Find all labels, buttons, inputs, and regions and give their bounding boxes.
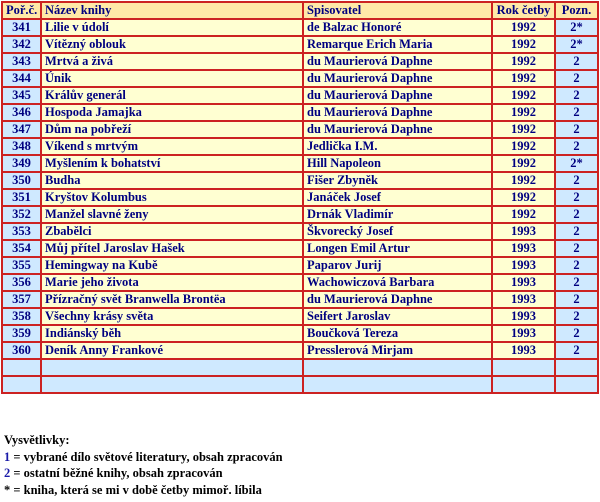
empty-cell (41, 376, 303, 393)
cell-note: 2 (555, 104, 598, 121)
cell-year: 1993 (492, 240, 555, 257)
cell-author: Hill Napoleon (303, 155, 492, 172)
cell-author: Seifert Jaroslav (303, 308, 492, 325)
cell-note: 2 (555, 240, 598, 257)
cell-note: 2 (555, 121, 598, 138)
cell-note: 2 (555, 138, 598, 155)
cell-year: 1992 (492, 206, 555, 223)
cell-year: 1992 (492, 138, 555, 155)
cell-title: Můj přítel Jaroslav Hašek (41, 240, 303, 257)
empty-cell (492, 359, 555, 376)
cell-title: Indiánský běh (41, 325, 303, 342)
cell-year: 1992 (492, 53, 555, 70)
cell-title: Mrtvá a živá (41, 53, 303, 70)
cell-author: Longen Emil Artur (303, 240, 492, 257)
cell-year: 1992 (492, 104, 555, 121)
table-row (2, 342, 598, 359)
cell-num: 350 (2, 172, 41, 189)
legend-key: 2 (4, 466, 11, 480)
cell-year: 1992 (492, 87, 555, 104)
legend-item (4, 449, 283, 466)
cell-year: 1992 (492, 155, 555, 172)
empty-cell (2, 359, 41, 376)
cell-author: Remarque Erich Maria (303, 36, 492, 53)
legend-key: 1 (4, 449, 11, 464)
cell-note: 2 (555, 70, 598, 87)
cell-author: Škvorecký Josef (303, 223, 492, 240)
table-header-row (2, 2, 598, 19)
table-row (2, 19, 598, 36)
cell-year: 1993 (492, 223, 555, 240)
cell-num: 352 (2, 206, 41, 223)
cell-title: Deník Anny Frankové (41, 342, 303, 359)
cell-author: du Maurierová Daphne (303, 104, 492, 121)
empty-row (2, 359, 598, 376)
cell-note: 2 (555, 291, 598, 308)
table-row (2, 53, 598, 70)
cell-author: du Maurierová Daphne (303, 291, 492, 308)
table-row (2, 257, 598, 274)
table-row (2, 206, 598, 223)
legend-text: = ostatní běžné knihy, obsah zpracován (10, 466, 223, 480)
cell-note: 2 (555, 325, 598, 342)
cell-note: 2 (555, 53, 598, 70)
table-row (2, 36, 598, 53)
cell-author: du Maurierová Daphne (303, 121, 492, 138)
cell-num: 345 (2, 87, 41, 104)
cell-title: Budha (41, 172, 303, 189)
cell-title: Kryštov Kolumbus (41, 189, 303, 206)
cell-num: 359 (2, 325, 41, 342)
cell-year: 1992 (492, 172, 555, 189)
legend (4, 432, 283, 498)
table-row (2, 274, 598, 291)
legend-heading: Vysvětlivky: (4, 433, 70, 447)
cell-author: Jedlička I.M. (303, 138, 492, 155)
cell-note: 2 (555, 342, 598, 359)
cell-num: 344 (2, 70, 41, 87)
table-body (2, 19, 598, 393)
cell-year: 1993 (492, 342, 555, 359)
table-row (2, 325, 598, 342)
empty-cell (41, 359, 303, 376)
legend-item (4, 465, 283, 482)
cell-title: Přízračný svět Branwella Brontëa (41, 291, 303, 308)
cell-year: 1992 (492, 19, 555, 36)
book-table (1, 1, 599, 394)
cell-title: Zbabělci (41, 223, 303, 240)
cell-title: Manžel slavné ženy (41, 206, 303, 223)
table-row (2, 223, 598, 240)
cell-note: 2 (555, 308, 598, 325)
empty-cell (492, 376, 555, 393)
cell-year: 1993 (492, 325, 555, 342)
cell-num: 355 (2, 257, 41, 274)
cell-author: Drnák Vladimír (303, 206, 492, 223)
cell-title: Lilie v údolí (41, 19, 303, 36)
cell-note: 2 (555, 257, 598, 274)
cell-num: 357 (2, 291, 41, 308)
table-row (2, 121, 598, 138)
legend-text: = vybrané dílo světové literatury, obsah zpracován (10, 449, 283, 464)
cell-num: 358 (2, 308, 41, 325)
cell-author: Boučková Tereza (303, 325, 492, 342)
cell-num: 342 (2, 36, 41, 53)
header-number: Poř.č. (2, 2, 41, 19)
empty-cell (555, 359, 598, 376)
cell-num: 346 (2, 104, 41, 121)
cell-author: de Balzac Honoré (303, 19, 492, 36)
table-row (2, 291, 598, 308)
cell-title: Víkend s mrtvým (41, 138, 303, 155)
table-row (2, 172, 598, 189)
cell-num: 354 (2, 240, 41, 257)
empty-row (2, 376, 598, 393)
cell-note: 2 (555, 189, 598, 206)
cell-title: Hemingway na Kubě (41, 257, 303, 274)
legend-key: * (4, 482, 11, 497)
empty-cell (555, 376, 598, 393)
header-author: Spisovatel (303, 2, 492, 19)
cell-num: 360 (2, 342, 41, 359)
legend-item (4, 482, 283, 499)
cell-num: 349 (2, 155, 41, 172)
cell-note: 2 (555, 172, 598, 189)
cell-title: Všechny krásy světa (41, 308, 303, 325)
table-row (2, 155, 598, 172)
cell-title: Vítězný oblouk (41, 36, 303, 53)
cell-author: du Maurierová Daphne (303, 53, 492, 70)
cell-num: 348 (2, 138, 41, 155)
table-row (2, 87, 598, 104)
empty-cell (2, 376, 41, 393)
cell-year: 1993 (492, 308, 555, 325)
cell-title: Dům na pobřeží (41, 121, 303, 138)
cell-note: 2 (555, 223, 598, 240)
cell-note: 2 (555, 274, 598, 291)
cell-num: 341 (2, 19, 41, 36)
cell-author: Paparov Jurij (303, 257, 492, 274)
cell-author: Wachowiczová Barbara (303, 274, 492, 291)
cell-num: 353 (2, 223, 41, 240)
header-note: Pozn. (555, 2, 598, 19)
cell-note: 2 (555, 206, 598, 223)
cell-year: 1992 (492, 189, 555, 206)
cell-num: 347 (2, 121, 41, 138)
header-title: Název knihy (41, 2, 303, 19)
cell-author: du Maurierová Daphne (303, 70, 492, 87)
cell-year: 1992 (492, 121, 555, 138)
cell-title: Myšlením k bohatství (41, 155, 303, 172)
cell-title: Králův generál (41, 87, 303, 104)
cell-year: 1992 (492, 70, 555, 87)
cell-note: 2 (555, 87, 598, 104)
table-row (2, 70, 598, 87)
cell-year: 1993 (492, 291, 555, 308)
table-row (2, 308, 598, 325)
cell-num: 343 (2, 53, 41, 70)
cell-num: 356 (2, 274, 41, 291)
empty-cell (303, 359, 492, 376)
cell-year: 1993 (492, 257, 555, 274)
cell-year: 1993 (492, 274, 555, 291)
cell-year: 1992 (492, 36, 555, 53)
cell-title: Marie jeho života (41, 274, 303, 291)
legend-text: = kniha, která se mi v době četby mimoř. líbila (10, 482, 262, 497)
cell-author: Janáček Josef (303, 189, 492, 206)
table-row (2, 104, 598, 121)
cell-author: du Maurierová Daphne (303, 87, 492, 104)
cell-author: Presslerová Mirjam (303, 342, 492, 359)
table-row (2, 189, 598, 206)
table-row (2, 138, 598, 155)
cell-note: 2* (555, 19, 598, 36)
table-row (2, 240, 598, 257)
empty-cell (303, 376, 492, 393)
cell-author: Fišer Zbyněk (303, 172, 492, 189)
cell-note: 2* (555, 155, 598, 172)
cell-title: Hospoda Jamajka (41, 104, 303, 121)
cell-title: Únik (41, 70, 303, 87)
cell-num: 351 (2, 189, 41, 206)
cell-note: 2* (555, 36, 598, 53)
header-year: Rok četby (492, 2, 555, 19)
